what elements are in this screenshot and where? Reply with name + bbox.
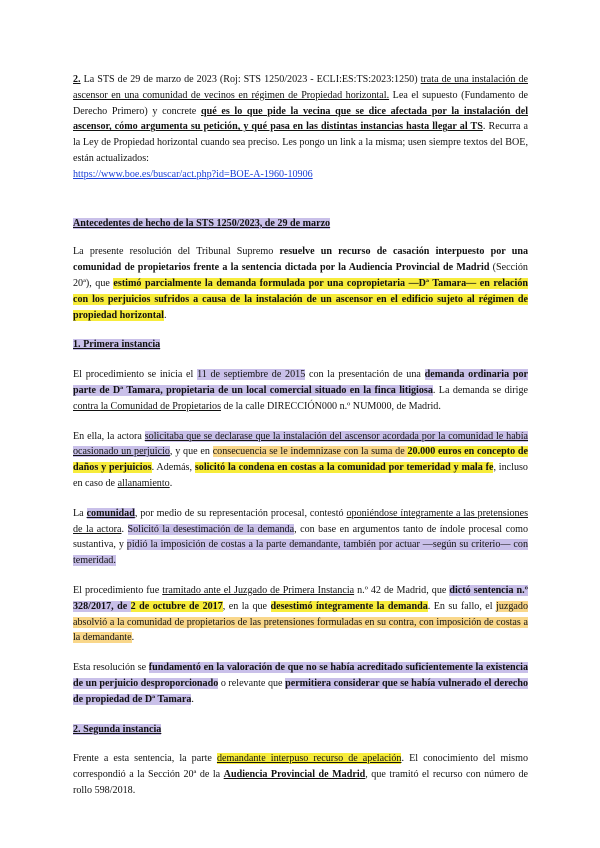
heading-segunda-text: 2. Segunda instancia: [73, 723, 162, 735]
paragraph-7: [73, 751, 528, 798]
text: . En su fallo, el: [427, 600, 497, 612]
text: , que tramitó el recurso con número de rollo 598/2018.: [73, 769, 528, 796]
highlight-text: 11 de septiembre de 2015: [197, 369, 306, 381]
text: , con base en argumentos tanto de índole procesal como sustantiva, y: [73, 523, 529, 551]
highlight-text: demandante interpuso recurso de apelación: [216, 753, 402, 765]
text: .: [163, 309, 167, 321]
intro-text: La STS de 29 de marzo de 2023 (Roj: STS 1250/2023 - ECLI:ES:TS:2023:1250): [80, 74, 421, 85]
text: La: [73, 507, 87, 519]
text: .: [121, 523, 128, 535]
highlight-text: 20.000 euros en concepto de daños y perjuicios: [73, 446, 528, 474]
highlight-text: comunidad: [86, 507, 135, 519]
text: , en la que: [222, 600, 271, 612]
paragraph-6: [73, 660, 528, 707]
paragraph-5: [73, 583, 528, 646]
text: .: [191, 693, 194, 705]
highlight-text: dictó sentencia n.º 328/2017, de: [73, 584, 528, 612]
intro-question-text: qué es lo que pide la vecina que se dice afectada por la instalación del ascensor, cómo argumenta su petición, y qué pasa en las distintas instancias hasta llegar al TS: [73, 105, 529, 133]
highlight-text: juzgado absolvió a la comunidad de propietarios de las pretensiones formuladas en su contra, con imposición de costas a la demandante: [73, 600, 528, 644]
text: con la presentación de una: [305, 369, 425, 381]
text: . Además,: [151, 462, 195, 474]
text: .: [169, 477, 173, 489]
text: Esta resolución se: [73, 662, 149, 674]
intro-underlined-text: trata de una instalación de ascensor en una comunidad de vecinos en régimen de Propiedad horizontal.: [73, 74, 528, 101]
underlined-text: allanamiento: [117, 477, 170, 489]
highlight-text: pidió la imposición de costas a la parte demandante, también por actuar —según su criterio— con temeridad.: [73, 539, 528, 567]
text: Frente a esta sentencia, la parte: [73, 753, 217, 765]
intro-text: Lea el supuesto (Fundamento de Derecho Primero) y concrete: [73, 89, 528, 117]
bold-text: resuelve un recurso de casación interpuesto por una comunidad de propietarios frente a la sentencia dictada por la Audiencia Provincial de Madrid: [73, 246, 529, 274]
highlight-text: consecuencia se le indemnizase con la suma de: [212, 446, 408, 458]
paragraph-4: [73, 506, 528, 569]
intro-paragraph: [73, 72, 528, 183]
text: , y que en: [169, 446, 213, 458]
text: . La demanda se dirige: [432, 384, 528, 396]
highlight-text: 2 de octubre de 2017: [130, 600, 223, 612]
highlight-text: fundamentó en la valoración de que no se había acreditado suficientemente la existencia de un perjuicio desproporcionado: [73, 662, 529, 689]
document-page: [73, 72, 528, 799]
underlined-text: Audiencia Provincial de Madrid: [223, 769, 366, 781]
text: En ella, la actora: [73, 430, 145, 442]
underlined-text: tramitado ante el Juzgado de Primera Instancia: [162, 584, 355, 596]
text: . El conocimiento del mismo correspondió a la Sección 20ª de la: [73, 753, 529, 781]
text: o relevante que: [218, 677, 286, 689]
text: , incluso en caso de: [73, 462, 528, 489]
boe-link[interactable]: https://www.boe.es/buscar/act.php?id=BOE-A-1960-10906: [73, 168, 313, 180]
highlight-text: Solicitó la desestimación de la demanda: [127, 523, 295, 535]
highlight-text: demanda ordinaria por parte de Dª Tamara, propietaria de un local comercial situado en la finca litigiosa: [73, 369, 528, 396]
highlight-text: permitiera considerar que se había vulnerado el derecho de propiedad de Dª Tamara: [73, 677, 529, 705]
underlined-text: contra la Comunidad de Propietarios: [73, 400, 222, 412]
paragraph-2: [73, 367, 528, 414]
text: (Sección 20ª), que: [73, 262, 528, 289]
text: .: [131, 632, 135, 644]
heading-primera-text: 1. Primera instancia: [73, 339, 161, 351]
text: El procedimiento fue: [73, 584, 163, 596]
question-number: 2.: [73, 74, 81, 85]
intro-text: . Recurra a la Ley de Propiedad horizontal cuando sea preciso. Les pongo un link a la misma; usen siempre textos del BOE, están actualizados:: [73, 121, 528, 164]
paragraph-1: [73, 244, 528, 323]
highlight-text: desestimó íntegramente la demanda: [270, 600, 428, 612]
text: La presente resolución del Tribunal Supremo: [73, 246, 280, 258]
paragraph-3: [73, 429, 528, 492]
heading-segunda-instancia: [73, 722, 528, 738]
text: , por medio de su representación procesal, contestó: [134, 507, 347, 519]
text: de la calle DIRECCIÓN000 n.º NUM000, de Madrid.: [221, 400, 441, 412]
heading-primera-instancia: [73, 337, 528, 353]
highlight-text: solicitaba que se declarase que la instalación del ascensor acordada por la comunidad le había ocasionado un perjuicio: [73, 430, 529, 458]
heading-antecedentes-text: Antecedentes de hecho de la STS 1250/2023, de 29 de marzo: [73, 217, 331, 229]
highlight-text: solicitó la condena en costas a la comunidad por temeridad y mala fe: [194, 462, 494, 474]
heading-antecedentes: [73, 216, 528, 232]
text: El procedimiento se inicia el: [73, 369, 198, 381]
highlight-text: estimó parcialmente la demanda formulada por una copropietaria —Dª Tamara— en relación con los perjuicios sufridos a causa de la instalación de un ascensor en el edificio sujeto al régimen de propiedad horizontal: [73, 277, 528, 321]
text: n.º 42 de Madrid, que: [354, 584, 450, 596]
underlined-text: oponiéndose íntegramente a las pretensiones de la actora: [73, 507, 528, 535]
